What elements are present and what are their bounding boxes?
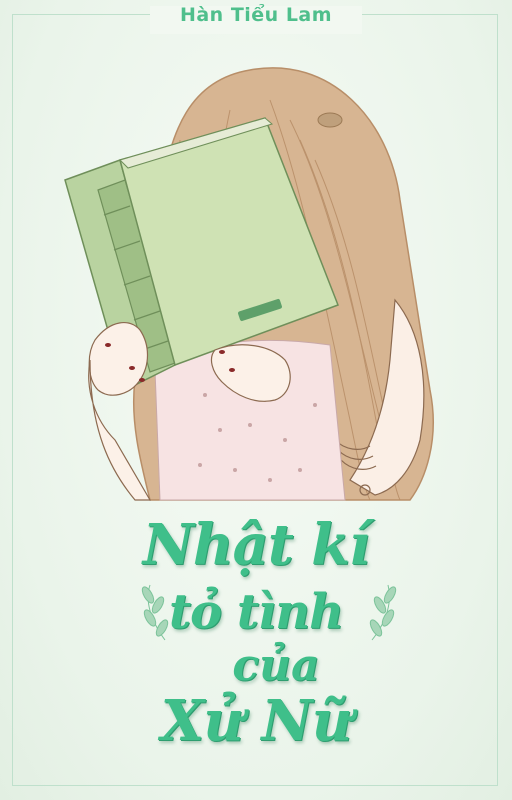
title-line-3: của — [232, 640, 320, 691]
title-line-2: tỏ tình — [168, 584, 344, 640]
author-name: Hàn Tiểu Lam — [179, 4, 333, 26]
title-line-1: Nhật kí — [142, 512, 370, 578]
title-line-4: Xử Nữ — [160, 688, 352, 754]
hair-clip-icon — [318, 113, 342, 127]
